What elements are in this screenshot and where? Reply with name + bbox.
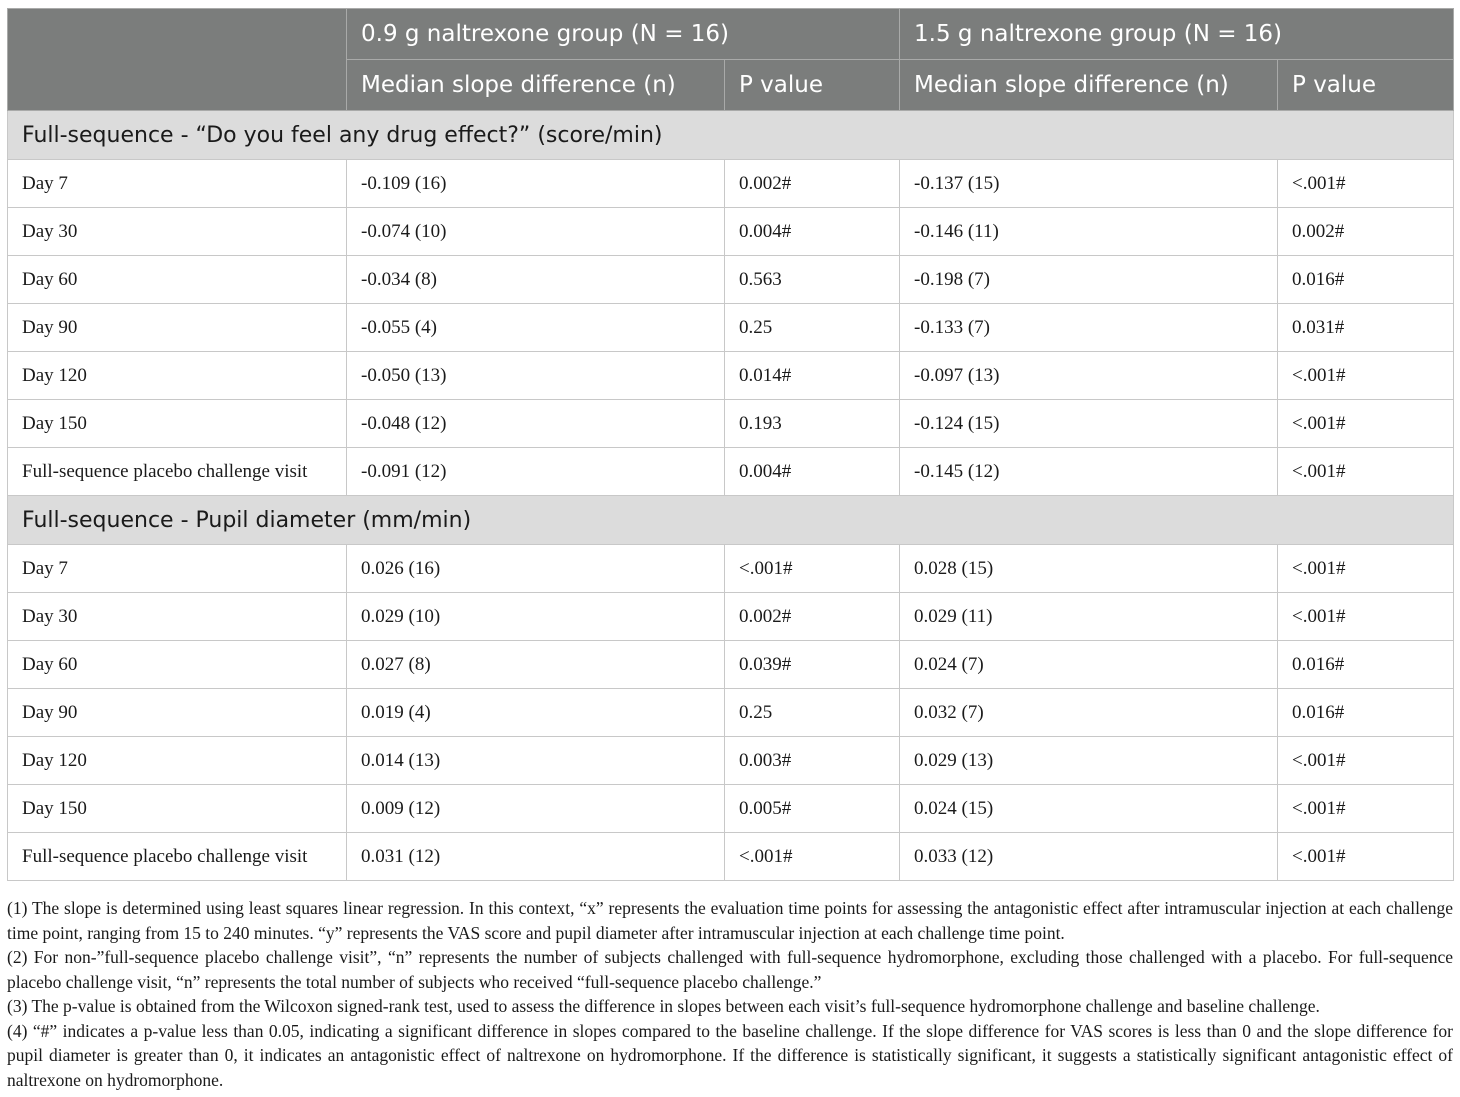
table-row	[8, 208, 1454, 256]
median-1-5g: -0.137 (15)	[900, 160, 1278, 208]
p-value-0-9g: 0.193	[725, 400, 900, 448]
row-label: Day 60	[8, 256, 347, 304]
section-header-row	[8, 496, 1454, 545]
row-label: Day 60	[8, 641, 347, 689]
header-group-1-5g: 1.5 g naltrexone group (N = 16)	[900, 9, 1454, 60]
row-label: Full-sequence placebo challenge visit	[8, 833, 347, 881]
table-row	[8, 737, 1454, 785]
p-value-1-5g: <.001#	[1278, 160, 1454, 208]
table-row	[8, 448, 1454, 496]
p-value-0-9g: 0.002#	[725, 593, 900, 641]
row-label: Day 150	[8, 400, 347, 448]
header-row-groups	[8, 9, 1454, 60]
p-value-1-5g: <.001#	[1278, 833, 1454, 881]
row-label: Day 7	[8, 545, 347, 593]
median-0-9g: 0.019 (4)	[347, 689, 725, 737]
footnotes	[7, 896, 1453, 1092]
p-value-0-9g: 0.563	[725, 256, 900, 304]
row-label: Day 30	[8, 593, 347, 641]
p-value-1-5g: <.001#	[1278, 400, 1454, 448]
section-title: Full-sequence - Pupil diameter (mm/min)	[8, 496, 1454, 545]
p-value-0-9g: 0.005#	[725, 785, 900, 833]
table-row	[8, 833, 1454, 881]
header-p-1-5g: P value	[1278, 60, 1454, 111]
median-0-9g: 0.027 (8)	[347, 641, 725, 689]
table-row	[8, 641, 1454, 689]
p-value-1-5g: <.001#	[1278, 448, 1454, 496]
p-value-0-9g: 0.014#	[725, 352, 900, 400]
p-value-1-5g: 0.016#	[1278, 689, 1454, 737]
median-1-5g: 0.033 (12)	[900, 833, 1278, 881]
footnote: (3) The p-value is obtained from the Wilcoxon signed-rank test, used to assess the difference in slopes between each visit’s full-sequence hydromorphone challenge and baseline challenge.	[7, 996, 1320, 1016]
median-1-5g: 0.024 (15)	[900, 785, 1278, 833]
median-1-5g: -0.198 (7)	[900, 256, 1278, 304]
median-1-5g: 0.029 (11)	[900, 593, 1278, 641]
median-1-5g: 0.032 (7)	[900, 689, 1278, 737]
median-0-9g: -0.050 (13)	[347, 352, 725, 400]
row-label: Day 90	[8, 304, 347, 352]
table-row	[8, 689, 1454, 737]
header-p-0-9g: P value	[725, 60, 900, 111]
table-body	[8, 111, 1454, 881]
median-0-9g: 0.031 (12)	[347, 833, 725, 881]
table-row	[8, 160, 1454, 208]
median-1-5g: 0.029 (13)	[900, 737, 1278, 785]
median-0-9g: -0.055 (4)	[347, 304, 725, 352]
median-0-9g: 0.009 (12)	[347, 785, 725, 833]
median-0-9g: -0.109 (16)	[347, 160, 725, 208]
p-value-0-9g: <.001#	[725, 833, 900, 881]
header-group-0-9g: 0.9 g naltrexone group (N = 16)	[347, 9, 900, 60]
section-header-row	[8, 111, 1454, 160]
p-value-0-9g: 0.002#	[725, 160, 900, 208]
median-0-9g: 0.026 (16)	[347, 545, 725, 593]
median-1-5g: -0.145 (12)	[900, 448, 1278, 496]
median-1-5g: -0.146 (11)	[900, 208, 1278, 256]
median-1-5g: -0.097 (13)	[900, 352, 1278, 400]
median-1-5g: -0.133 (7)	[900, 304, 1278, 352]
footnote: (4) “#” indicates a p-value less than 0.05, indicating a significant difference in slopes compared to the baseline challenge. If the slope difference for VAS scores is less than 0 and the slope difference for pupil diameter is greater than 0, it indicates an antagonistic effect of naltrexone on hydromorphone. If the difference is statistically significant, it suggests a statistically significant antagonistic effect of naltrexone on hydromorphone.	[7, 1020, 1453, 1090]
median-0-9g: 0.014 (13)	[347, 737, 725, 785]
row-label: Day 90	[8, 689, 347, 737]
p-value-1-5g: <.001#	[1278, 737, 1454, 785]
footnote: (1) The slope is determined using least squares linear regression. In this context, “x” represents the evaluation time points for assessing the antagonistic effect after intramuscular injection at each challenge time point, ranging from 15 to 240 minutes. “y” represents the VAS score and pupil diameter after intramuscular injection at each challenge time point.	[7, 898, 1453, 943]
section-title: Full-sequence - “Do you feel any drug effect?” (score/min)	[8, 111, 1454, 160]
row-label: Day 120	[8, 737, 347, 785]
median-0-9g: -0.048 (12)	[347, 400, 725, 448]
p-value-1-5g: 0.016#	[1278, 641, 1454, 689]
p-value-0-9g: 0.004#	[725, 208, 900, 256]
table-row	[8, 352, 1454, 400]
p-value-0-9g: 0.003#	[725, 737, 900, 785]
header-median-1-5g: Median slope difference (n)	[900, 60, 1278, 111]
median-1-5g: 0.024 (7)	[900, 641, 1278, 689]
p-value-1-5g: <.001#	[1278, 545, 1454, 593]
header-median-0-9g: Median slope difference (n)	[347, 60, 725, 111]
p-value-0-9g: 0.004#	[725, 448, 900, 496]
median-0-9g: -0.074 (10)	[347, 208, 725, 256]
p-value-1-5g: <.001#	[1278, 785, 1454, 833]
p-value-1-5g: 0.016#	[1278, 256, 1454, 304]
table-row	[8, 785, 1454, 833]
p-value-1-5g: 0.002#	[1278, 208, 1454, 256]
row-label: Full-sequence placebo challenge visit	[8, 448, 347, 496]
p-value-0-9g: 0.039#	[725, 641, 900, 689]
table-row	[8, 256, 1454, 304]
row-label: Day 120	[8, 352, 347, 400]
p-value-0-9g: 0.25	[725, 689, 900, 737]
row-label: Day 7	[8, 160, 347, 208]
median-0-9g: -0.091 (12)	[347, 448, 725, 496]
results-table-container	[7, 8, 1453, 881]
header-empty-cell	[8, 9, 347, 111]
median-0-9g: 0.029 (10)	[347, 593, 725, 641]
row-label: Day 30	[8, 208, 347, 256]
table-row	[8, 400, 1454, 448]
row-label: Day 150	[8, 785, 347, 833]
footnote: (2) For non-”full-sequence placebo challenge visit”, “n” represents the number of subjects challenged with full-sequence hydromorphone, excluding those challenged with a placebo. For full-sequence placebo challenge visit, “n” represents the total number of subjects who received “full-sequence placebo challenge.”	[7, 947, 1453, 992]
p-value-1-5g: <.001#	[1278, 593, 1454, 641]
table-row	[8, 304, 1454, 352]
p-value-0-9g: <.001#	[725, 545, 900, 593]
table-row	[8, 593, 1454, 641]
p-value-0-9g: 0.25	[725, 304, 900, 352]
median-0-9g: -0.034 (8)	[347, 256, 725, 304]
table-row	[8, 545, 1454, 593]
results-table	[7, 8, 1454, 881]
p-value-1-5g: <.001#	[1278, 352, 1454, 400]
median-1-5g: 0.028 (15)	[900, 545, 1278, 593]
p-value-1-5g: 0.031#	[1278, 304, 1454, 352]
median-1-5g: -0.124 (15)	[900, 400, 1278, 448]
